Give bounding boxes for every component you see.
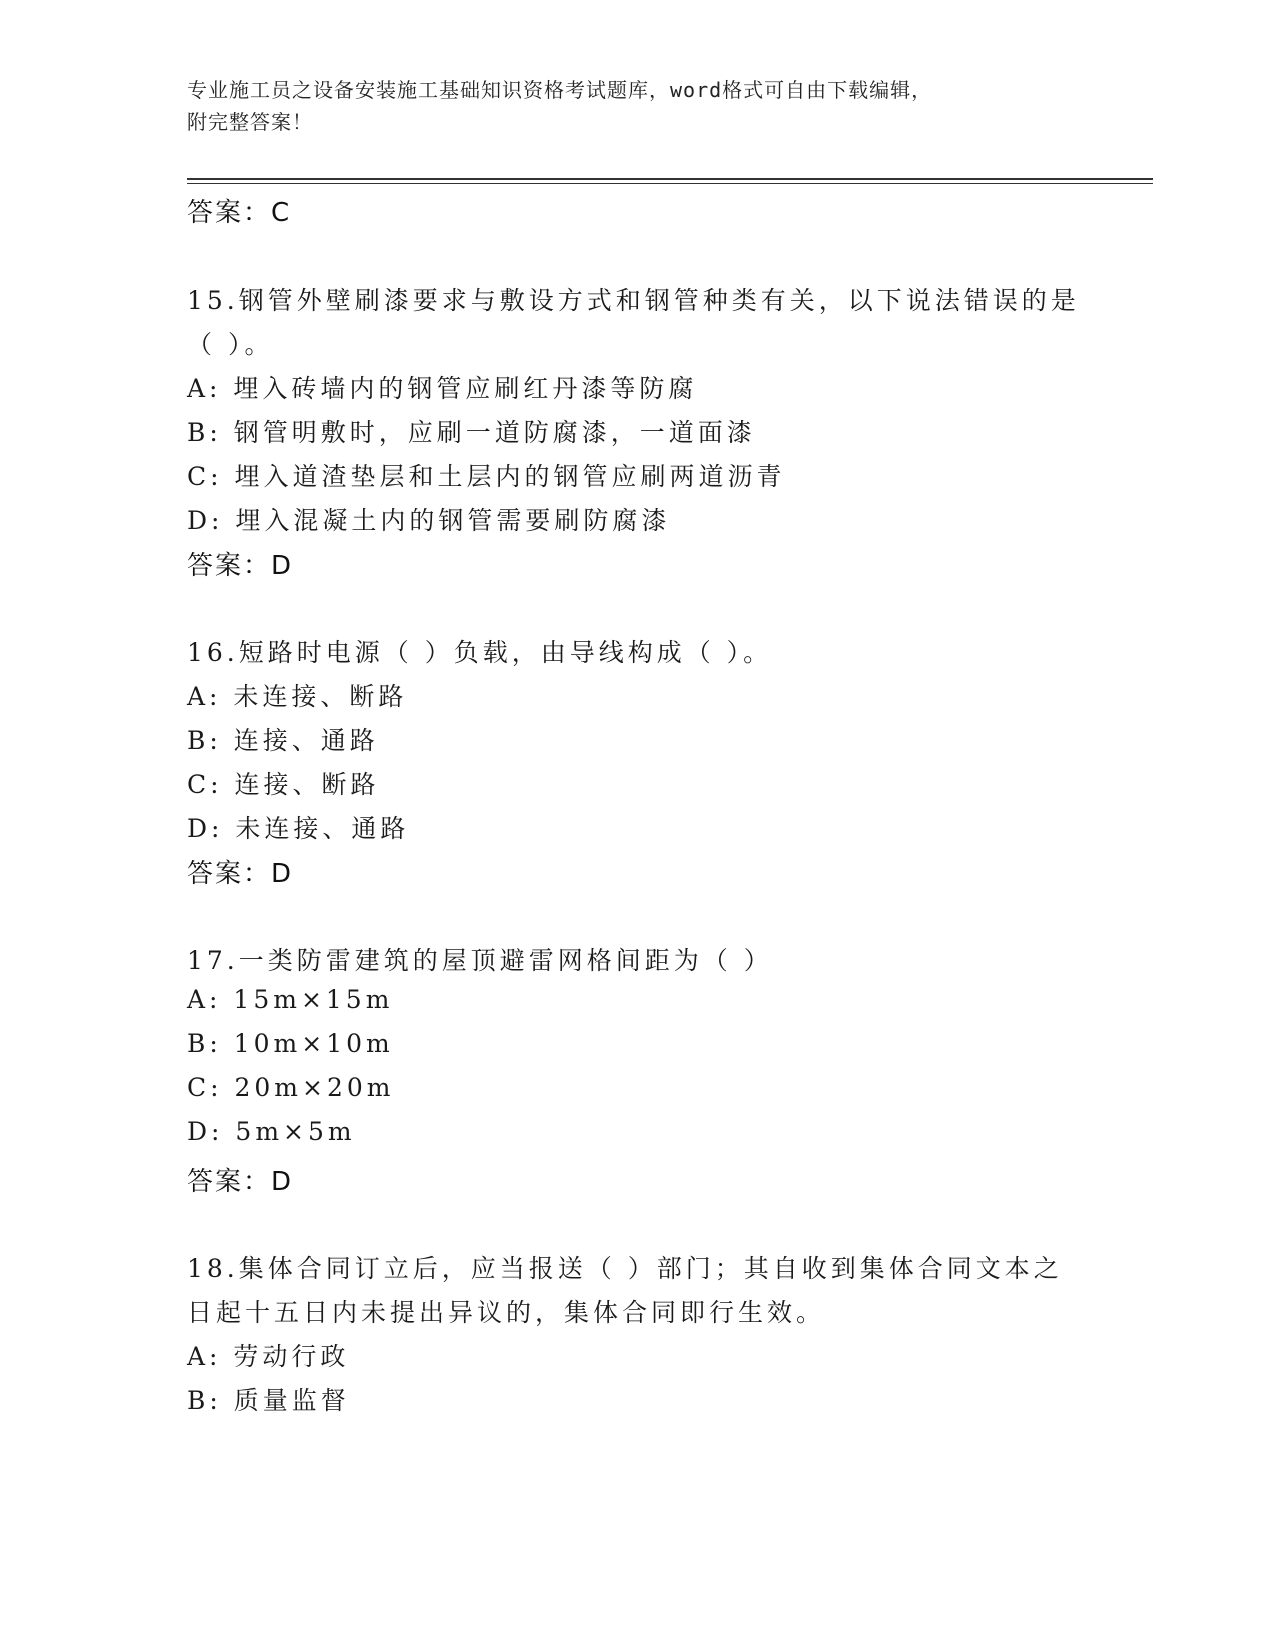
question-17-option-b: B: 10m×10m	[187, 1029, 394, 1058]
question-16-option-d: D: 未连接、通路	[187, 814, 410, 843]
question-15-option-d: D: 埋入混凝土内的钢管需要刷防腐漆	[187, 506, 671, 535]
question-16-option-c: C: 连接、断路	[187, 770, 380, 799]
question-15-stem-line-2: （ ）。	[187, 330, 274, 359]
question-17-option-c: C: 20m×20m	[187, 1073, 395, 1102]
question-15-answer: 答案：D	[187, 551, 294, 581]
answer-line: 答案：C	[187, 198, 292, 228]
header-divider-thick	[187, 178, 1153, 180]
question-15-option-a: A: 埋入砖墙内的钢管应刷红丹漆等防腐	[187, 374, 698, 403]
question-18-stem-line-2: 日起十五日内未提出异议的，集体合同即行生效。	[187, 1298, 826, 1327]
question-18-option-b: B: 质量监督	[187, 1386, 350, 1415]
header-line-2: 附完整答案！	[187, 110, 313, 134]
question-17-answer: 答案：D	[187, 1167, 294, 1197]
question-15-stem-line-1: 15.钢管外壁刷漆要求与敷设方式和钢管种类有关，以下说法错误的是	[187, 286, 1080, 315]
question-15-option-b: B: 钢管明敷时，应刷一道防腐漆，一道面漆	[187, 418, 756, 447]
document-header	[187, 74, 1087, 138]
question-18-option-a: A: 劳动行政	[187, 1342, 350, 1371]
question-17-stem-line-1: 17.一类防雷建筑的屋顶避雷网格间距为（ ）	[187, 946, 773, 975]
question-16-option-a: A: 未连接、断路	[187, 682, 408, 711]
question-16-option-b: B: 连接、通路	[187, 726, 379, 755]
question-18-stem-line-1: 18.集体合同订立后，应当报送（ ）部门；其自收到集体合同文本之	[187, 1254, 1063, 1283]
header-divider-thin	[187, 183, 1153, 184]
question-16-answer: 答案：D	[187, 859, 294, 889]
question-16-stem-line-1: 16.短路时电源（ ）负载，由导线构成（ ）。	[187, 638, 773, 667]
question-15-option-c: C: 埋入道渣垫层和土层内的钢管应刷两道沥青	[187, 462, 786, 491]
question-17-option-a: A: 15m×15m	[187, 985, 394, 1014]
header-line-1: 专业施工员之设备安装施工基础知识资格考试题库，word格式可自由下载编辑，	[187, 78, 933, 102]
question-17-option-d: D: 5m×5m	[187, 1117, 356, 1146]
